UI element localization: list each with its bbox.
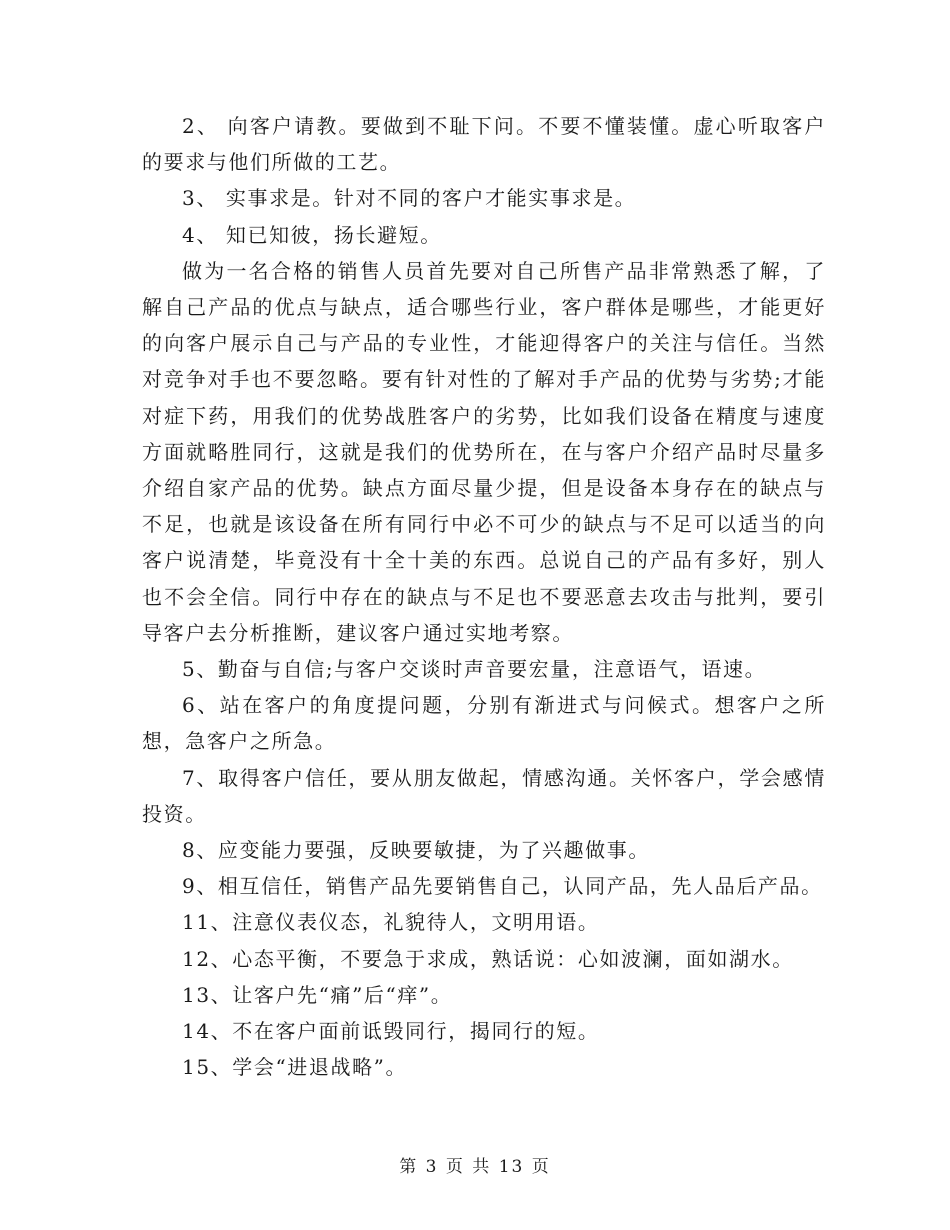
paragraph-item-13: 13、让客户先“痛”后“痒”。: [182, 982, 453, 1007]
paragraph-item-4: 4、 知已知彼，扬长避短。: [182, 222, 442, 247]
paragraph-item-6: 6、站在客户的角度提问题，分别有渐进式与问候式。想客户之所想，急客户之所急。: [142, 693, 826, 754]
paragraph-item-9: 9、相互信任，销售产品先要销售自己，认同产品，先人品后产品。: [182, 874, 823, 899]
paragraph-item-8: 8、应变能力要强，反映要敏捷，为了兴趣做事。: [182, 838, 650, 863]
page-number-label: 第 3 页 共 13 页: [399, 1157, 551, 1177]
paragraph-item-11: 11、注意仪表仪态，礼貌待人，文明用语。: [182, 910, 600, 935]
paragraph-item-3: 3、 实事求是。针对不同的客户才能实事求是。: [182, 186, 637, 211]
paragraph-item-5: 5、勤奋与自信;与客户交谈时声音要宏量，注意语气，语速。: [182, 657, 767, 682]
paragraph-item-15: 15、学会“进退战略”。: [182, 1055, 408, 1080]
paragraph-item-12: 12、心态平衡，不要急于求成，熟话说：心如波澜，面如湖水。: [182, 946, 794, 971]
paragraph-item-14: 14、不在客户面前诋毁同行，揭同行的短。: [182, 1019, 600, 1044]
paragraph-item-7: 7、取得客户信任，要从朋友做起，情感沟通。关怀客户，学会感情投资。: [142, 765, 826, 826]
page-footer: [0, 1152, 950, 1177]
document-body: [142, 108, 826, 1085]
paragraph-item-2: 2、 向客户请教。要做到不耻下问。不要不懂装懂。虚心听取客户的要求与他们所做的工艺。: [142, 114, 826, 175]
paragraph-body: 做为一名合格的销售人员首先要对自己所售产品非常熟悉了解，了解自己产品的优点与缺点，适合哪些行业，客户群体是哪些，才能更好的向客户展示自己与产品的专业性，才能迎得客户的关注与信任。当然对竞争对手也不要忽略。要有针对性的了解对手产品的优势与劣势;才能对症下药，用我们的优势战胜客户的劣势，比如我们设备在精度与速度方面就略胜同行，这就是我们的优势所在，在与客户介绍产品时尽量多介绍自家产品的优势。缺点方面尽量少提，但是设备本身存在的缺点与不足，也就是该设备在所有同行中必不可少的缺点与不足可以适当的向客户说清楚，毕竟没有十全十美的东西。总说自己的产品有多好，别人也不会全信。同行中存在的缺点与不足也不要恶意去攻击与批判，要引导客户去分析推断，建议客户通过实地考察。: [142, 258, 826, 645]
